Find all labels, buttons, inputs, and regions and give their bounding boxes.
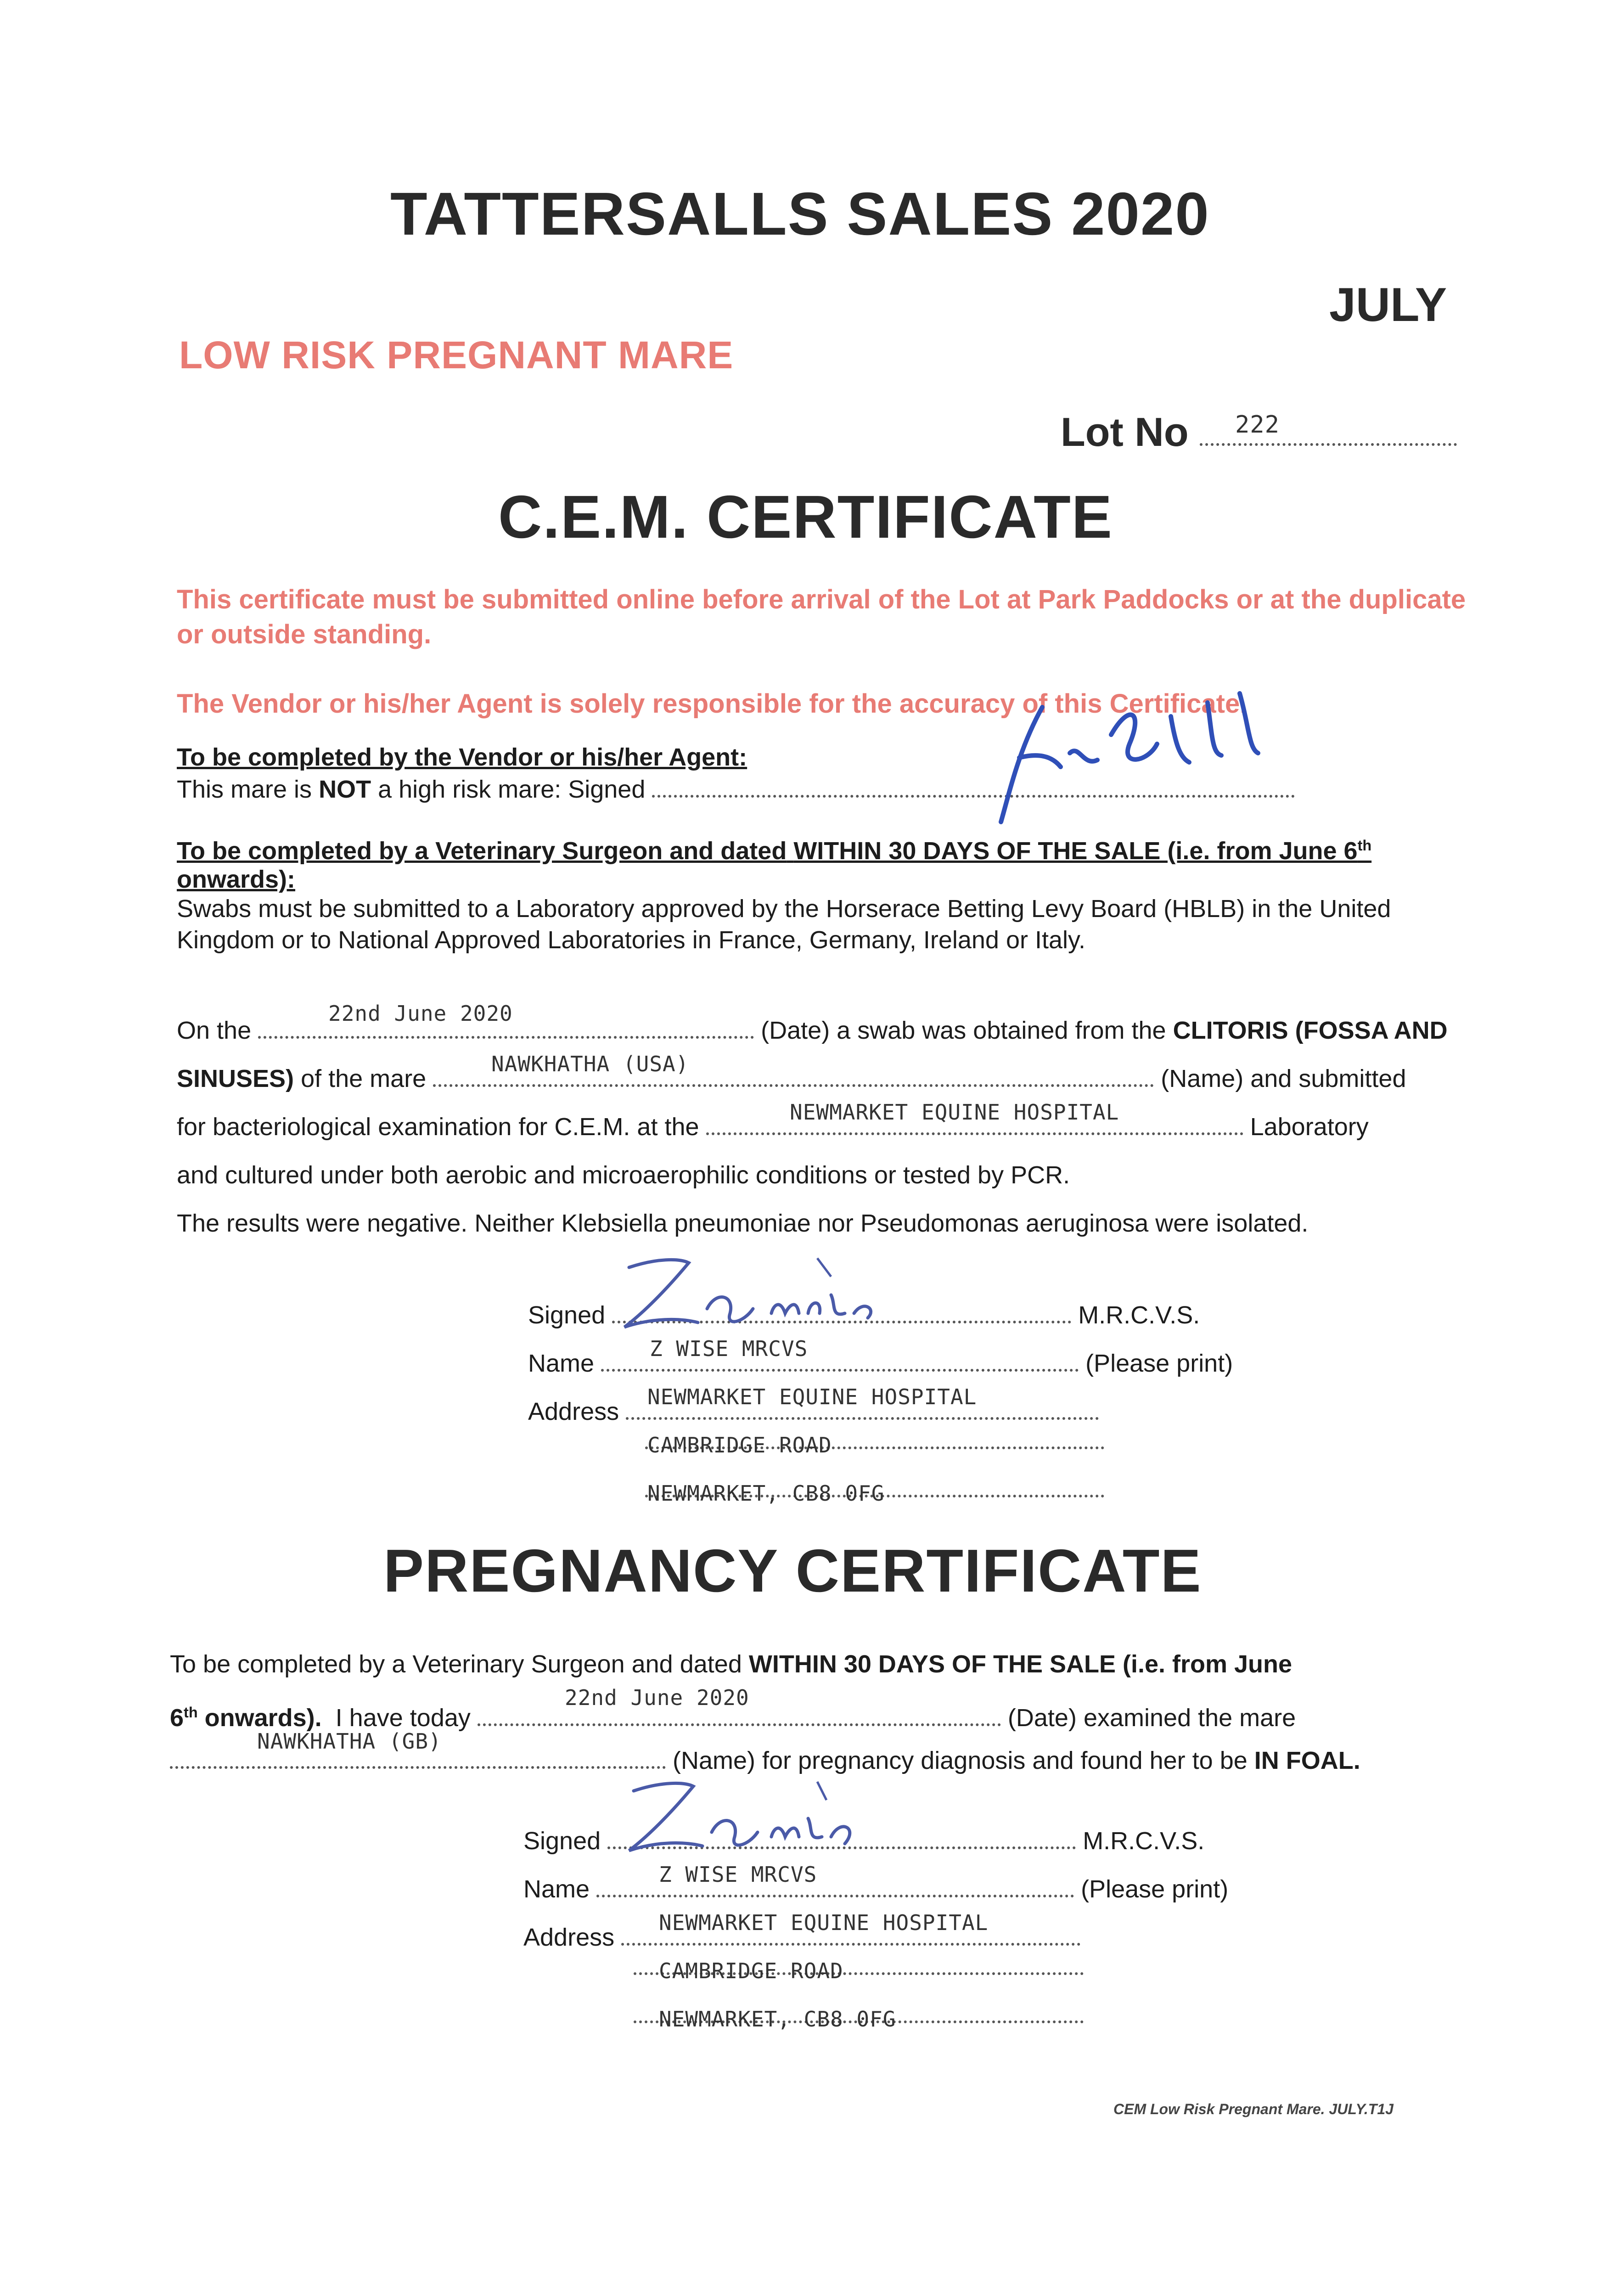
cem-please-print: (Please print) xyxy=(1085,1350,1233,1377)
preg-intro-bold: WITHIN 30 DAYS OF THE SALE (i.e. from June xyxy=(748,1650,1292,1678)
swab-instructions: Swabs must be submitted to a Laboratory approved by the Horserace Betting Levy Board (HBLB) in the United Kingdom or to National Approved Laboratories in France, Germany, Ireland or Italy. xyxy=(177,895,1391,954)
preg-mrcvs: M.R.C.V.S. xyxy=(1083,1827,1205,1855)
preg-intro-onwards: onwards). xyxy=(197,1704,322,1732)
cem-mrcvs: M.R.C.V.S. xyxy=(1078,1301,1200,1329)
name-submitted: (Name) and submitted xyxy=(1161,1065,1406,1092)
preg-intro-sup: th xyxy=(184,1704,198,1721)
cem-vet-signature xyxy=(615,1249,900,1332)
vet-heading-onwards: onwards): xyxy=(177,866,296,893)
vendor-line-a: This mare is xyxy=(177,776,312,803)
vet-heading-bold: WITHIN 30 DAYS OF THE SALE (i.e. from xyxy=(793,837,1272,865)
cem-lab-name: NEWMARKET EQUINE HOSPITAL xyxy=(790,1100,1119,1125)
cem-address-label: Address xyxy=(528,1398,619,1425)
preg-intro-6: 6 xyxy=(170,1704,184,1732)
on-the-label: On the xyxy=(177,1017,252,1044)
mare-line xyxy=(177,1063,1406,1094)
vendor-signature xyxy=(992,675,1313,831)
preg-address-3: NEWMARKET, CB8 0FG xyxy=(659,2007,896,2032)
lab-line xyxy=(177,1111,1369,1142)
cem-name-line xyxy=(528,1348,1233,1379)
pregnancy-title: PREGNANCY CERTIFICATE xyxy=(383,1537,1202,1604)
preg-please-print: (Please print) xyxy=(1081,1875,1229,1903)
vet-heading-sup: th xyxy=(1357,837,1372,854)
sale-month: JULY xyxy=(1329,278,1447,332)
cem-address-2: CAMBRIDGE ROAD xyxy=(647,1433,832,1458)
swab-text-bold: CLITORIS (FOSSA AND xyxy=(1173,1017,1448,1044)
vet-heading-june: June 6 xyxy=(1279,837,1358,865)
swab-text-a: (Date) a swab was obtained from the xyxy=(761,1017,1166,1044)
preg-name-found: (Name) for pregnancy diagnosis and found her to be xyxy=(673,1747,1248,1774)
vendor-line-b: a high risk mare: Signed xyxy=(378,776,646,803)
preg-intro-a: To be completed by a Veterinary Surgeon and dated xyxy=(170,1650,742,1678)
cem-address-3: NEWMARKET, CB8 0FG xyxy=(647,1481,885,1506)
lot-label: Lot No xyxy=(1061,409,1189,455)
sinuses-bold: SINUSES) xyxy=(177,1065,294,1092)
bact-text: for bacteriological examination for C.E.M. at the xyxy=(177,1113,699,1141)
results-text: The results were negative. Neither Klebsiella pneumoniae nor Pseudomonas aeruginosa were isolated. xyxy=(177,1210,1309,1237)
preg-address-label: Address xyxy=(523,1924,615,1951)
of-the-mare: of the mare xyxy=(301,1065,427,1092)
cultured-text: and cultured under both aerobic and microaerophilic conditions or tested by PCR. xyxy=(177,1161,1070,1189)
preg-name-label: Name xyxy=(523,1875,590,1903)
footer-reference: CEM Low Risk Pregnant Mare. JULY.T1J xyxy=(1113,2101,1394,2117)
preg-address-2: CAMBRIDGE ROAD xyxy=(659,1958,843,1983)
preg-date-value: 22nd June 2020 xyxy=(565,1685,749,1710)
preg-name-line xyxy=(523,1874,1228,1905)
preg-signed-label: Signed xyxy=(523,1827,601,1855)
cem-signed-label: Signed xyxy=(528,1301,606,1329)
preg-mare-name: NAWKHATHA (GB) xyxy=(257,1729,442,1754)
cem-mare-name: NAWKHATHA (USA) xyxy=(491,1052,689,1076)
cem-address-1: NEWMARKET EQUINE HOSPITAL xyxy=(647,1384,977,1409)
cem-notice-responsibility: The Vendor or his/her Agent is solely responsible for the accuracy of this Certificate. xyxy=(177,689,1248,719)
cem-vet-name: Z WISE MRCVS xyxy=(650,1336,808,1361)
pregnancy-intro xyxy=(170,1649,1292,1680)
vendor-heading: To be completed by the Vendor or his/her Agent: xyxy=(177,743,747,771)
preg-in-foal: IN FOAL. xyxy=(1254,1747,1360,1774)
cem-notice-submit: This certificate must be submitted online before arrival of the Lot at Park Paddocks or at the duplicate or outside standing. xyxy=(177,585,1466,649)
cem-name-label: Name xyxy=(528,1350,595,1377)
preg-have-today: I have today xyxy=(335,1704,471,1732)
vet-heading-a: To be completed by a Veterinary Surgeon and dated xyxy=(177,837,787,865)
preg-date-examined: (Date) examined the mare xyxy=(1007,1704,1296,1732)
risk-category: LOW RISK PREGNANT MARE xyxy=(179,333,734,377)
vet-heading xyxy=(177,831,1467,894)
preg-vet-signature xyxy=(615,1773,872,1855)
preg-address-1: NEWMARKET EQUINE HOSPITAL xyxy=(659,1910,989,1935)
vendor-line-not: NOT xyxy=(319,776,371,803)
lot-number-value: 222 xyxy=(1235,411,1280,439)
page-title: TATTERSALLS SALES 2020 xyxy=(390,180,1210,248)
preg-vet-name: Z WISE MRCVS xyxy=(659,1862,817,1887)
laboratory-label: Laboratory xyxy=(1250,1113,1369,1141)
swab-date-value: 22nd June 2020 xyxy=(328,1001,513,1026)
cem-title: C.E.M. CERTIFICATE xyxy=(498,483,1113,551)
